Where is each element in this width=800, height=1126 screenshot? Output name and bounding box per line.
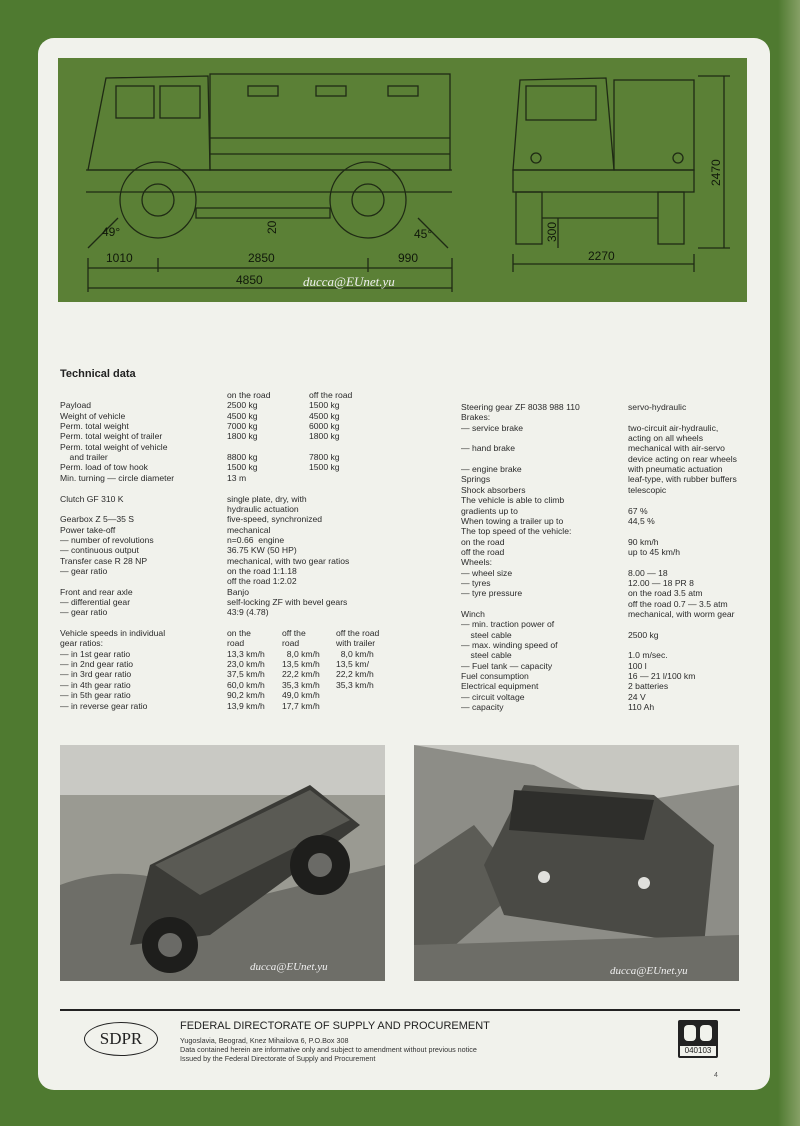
page-edge	[778, 0, 800, 1126]
left-spec-v1: 23,0 km/h	[227, 659, 265, 670]
badge-icon	[678, 1022, 718, 1048]
front-wheel	[120, 162, 196, 238]
left-spec-label: Min. turning — circle diameter	[60, 472, 175, 483]
dim-front-overhang: 1010	[106, 251, 133, 265]
left-spec-v1: single plate, dry, with	[227, 493, 307, 504]
sdpr-logo: SDPR	[84, 1022, 158, 1056]
disclaimer-line: Data contained herein are informative only and subject to amendment without previous notice	[180, 1045, 477, 1054]
right-spec-label: When towing a trailer up to	[461, 515, 564, 526]
right-spec-label: — circuit voltage	[461, 691, 525, 702]
left-spec-v2: 8,0 km/h	[282, 648, 320, 659]
right-spec-value: 24 V	[628, 691, 646, 702]
front-right-tyre	[658, 192, 684, 244]
left-spec-label: Perm. total weight	[60, 421, 129, 432]
left-spec-v1: 60,0 km/h	[227, 679, 265, 690]
dim-width: 2270	[588, 249, 615, 263]
left-spec-v2: 49,0 km/h	[282, 690, 320, 701]
left-spec-v3: off the road	[336, 628, 380, 639]
left-spec-v1: Banjo	[227, 586, 249, 597]
left-spec-label: — in 2nd gear ratio	[60, 659, 134, 670]
left-spec-label: Perm. total weight of trailer	[60, 431, 163, 442]
right-spec-value: 8.00 — 18	[628, 567, 668, 578]
left-spec-v3: 8,0 km/h	[336, 648, 374, 659]
left-spec-label: Clutch GF 310 K	[60, 493, 124, 504]
right-spec-value: two-circuit air-hydraulic,	[628, 422, 719, 433]
left-spec-label: gear ratios:	[60, 638, 103, 649]
dim-total-length: 4850	[236, 273, 263, 287]
left-spec-v1: off the road 1:2.02	[227, 576, 297, 587]
right-spec-value: mechanical, with worm gear	[628, 609, 735, 619]
left-spec-label: — continuous output	[60, 545, 139, 556]
watermark-photo-left: ducca@EUnet.yu	[250, 961, 328, 973]
right-spec-value: mechanical with air-servo	[628, 443, 725, 454]
right-spec-label: Fuel consumption	[461, 671, 529, 682]
front-cab-outline	[513, 78, 614, 170]
right-spec-label: steel cable	[461, 629, 512, 640]
left-spec-v1: 43:9 (4.78)	[227, 607, 269, 618]
address-line: Yugoslavia, Beograd, Knez Mihailova 6, P.O.Box 308	[180, 1036, 349, 1045]
left-spec-v2: 35,3 km/h	[282, 679, 320, 690]
left-spec-v3: 13,5 km/	[336, 659, 369, 670]
left-spec-v1: mechanical	[227, 524, 271, 535]
left-spec-v1: 8800 kg	[227, 452, 258, 463]
left-spec-v1: 13,3 km/h	[227, 648, 265, 659]
angle-departure: 45°	[414, 227, 433, 241]
left-spec-v1: 1800 kg	[227, 431, 258, 442]
right-spec-label: The vehicle is able to climb	[461, 495, 565, 506]
watermark-drawing: ducca@EUnet.yu	[303, 274, 395, 289]
angle-approach: 49°	[102, 225, 121, 239]
left-spec-v3: 35,3 km/h	[336, 679, 374, 690]
right-spec-label: Electrical equipment	[461, 681, 539, 692]
front-tarp-outline	[614, 80, 694, 170]
left-spec-v1: 1500 kg	[227, 462, 258, 473]
left-spec-v2: off the	[282, 628, 306, 639]
truck-photo-climbing	[60, 745, 385, 981]
left-spec-v1: 4500 kg	[227, 410, 258, 421]
right-spec-label: — capacity	[461, 702, 504, 713]
right-spec-value: telescopic	[628, 484, 667, 495]
left-spec-v1: on the road 1:1.18	[227, 565, 297, 576]
left-spec-v2: 7800 kg	[309, 452, 340, 463]
organization-name: FEDERAL DIRECTORATE OF SUPPLY AND PROCUREMENT	[180, 1020, 490, 1032]
right-spec-label: — min. traction power of	[461, 619, 555, 630]
right-spec-value: 67 %	[628, 505, 648, 516]
right-spec-label: The top speed of the vehicle:	[461, 526, 572, 537]
right-spec-value: on the road 3.5 atm	[628, 588, 703, 599]
left-spec-v1: 13 m	[227, 472, 247, 483]
right-spec-label: Steering gear ZF 8038 988 110	[461, 402, 580, 412]
truck-dimension-drawing	[58, 58, 747, 302]
right-spec-label: — tyres	[461, 577, 491, 588]
right-spec-label: — engine brake	[461, 464, 522, 475]
right-spec-value: off the road 0.7 — 3.5 atm	[628, 598, 728, 609]
right-spec-value: 2 batteries	[628, 681, 669, 692]
left-spec-v1: self-locking ZF with bevel gears	[227, 597, 348, 607]
left-spec-label: — gear ratio	[60, 565, 108, 576]
left-spec-v1: on the road	[227, 390, 271, 400]
technical-data-title: Technical data	[60, 368, 136, 380]
right-spec-value: up to 45 km/h	[628, 546, 681, 557]
truck-photo-front	[414, 745, 739, 981]
left-spec-v1: 2500 kg	[227, 400, 258, 411]
right-spec-value: leaf-type, with rubber buffers	[628, 474, 737, 485]
right-spec-label: steel cable	[461, 650, 512, 661]
right-spec-value: 90 km/h	[628, 536, 659, 547]
right-spec-value: 16 — 21 l/100 km	[628, 671, 696, 682]
left-spec-label: Transfer case R 28 NP	[60, 555, 148, 566]
left-spec-v2: 22,2 km/h	[282, 669, 320, 680]
right-spec-label: Winch	[461, 609, 485, 619]
left-spec-label: Perm. total weight of vehicle	[60, 441, 168, 452]
left-spec-label: — in 4th gear ratio	[60, 679, 131, 690]
left-spec-label: — in 1st gear ratio	[60, 648, 131, 659]
left-spec-label: — in reverse gear ratio	[60, 700, 148, 711]
left-spec-label: Payload	[60, 400, 92, 411]
cargo-tarp-outline	[210, 74, 450, 170]
left-spec-label: — gear ratio	[60, 607, 108, 618]
left-spec-label: and trailer	[60, 452, 108, 463]
rear-wheel	[330, 162, 406, 238]
right-spec-value: 1.0 m/sec.	[628, 650, 668, 661]
dim-front-clearance: 300	[545, 221, 559, 242]
left-spec-label: Perm. load of tow hook	[60, 462, 148, 473]
page-mark: 4	[714, 1072, 718, 1079]
right-spec-value: servo-hydraulic	[628, 402, 687, 412]
left-spec-v2: 17,7 km/h	[282, 700, 320, 711]
right-spec-value: 44,5 %	[628, 515, 655, 526]
left-spec-v2: 1800 kg	[309, 431, 340, 442]
right-spec-label: on the road	[461, 536, 505, 547]
cab-outline	[88, 76, 210, 170]
left-spec-v2: 1500 kg	[309, 400, 340, 411]
right-spec-label: Shock absorbers	[461, 484, 526, 495]
left-spec-v2: 6000 kg	[309, 421, 340, 432]
right-spec-label: — Fuel tank — capacity	[461, 660, 553, 671]
left-spec-v1: hydraulic actuation	[227, 503, 299, 514]
right-spec-label: Springs	[461, 474, 491, 485]
left-spec-label: Vehicle speeds in individual	[60, 628, 166, 639]
left-spec-label: — differential gear	[60, 597, 131, 607]
issued-line: Issued by the Federal Directorate of Supply and Procurement	[180, 1054, 376, 1063]
left-spec-v2: 1500 kg	[309, 462, 340, 473]
left-spec-v3: 22,2 km/h	[336, 669, 374, 680]
left-spec-v1: 7000 kg	[227, 421, 258, 432]
right-spec-label: — hand brake	[461, 443, 515, 454]
left-spec-label: Weight of vehicle	[60, 410, 126, 421]
right-spec-label: — wheel size	[461, 567, 513, 578]
right-spec-value: device acting on rear wheels	[628, 453, 737, 464]
right-spec-label: — service brake	[461, 422, 524, 433]
right-spec-label: Wheels:	[461, 557, 493, 568]
left-spec-v1: five-speed, synchronized	[227, 514, 323, 525]
right-spec-value: 2500 kg	[628, 629, 659, 640]
technical-drawing-panel	[58, 58, 747, 302]
document-number: 040103	[680, 1046, 716, 1056]
right-spec-label: — tyre pressure	[461, 588, 523, 599]
right-spec-value: with pneumatic actuation	[628, 464, 723, 475]
left-spec-v1: mechanical, with two gear ratios	[227, 555, 350, 566]
left-spec-v2: 4500 kg	[309, 410, 340, 421]
right-spec-value: 110 Ah	[628, 702, 655, 713]
left-spec-v2: 13,5 km/h	[282, 659, 320, 670]
left-spec-v1: n=0.66 engine	[227, 534, 285, 545]
document-badge	[678, 1020, 718, 1058]
dim-wheelbase: 2850	[248, 251, 275, 265]
right-spec-label: off the road	[461, 546, 505, 557]
right-spec-value: 100 l	[628, 660, 647, 671]
left-spec-label: Power take-off	[60, 524, 116, 535]
front-left-tyre	[516, 192, 542, 244]
right-spec-label: Brakes:	[461, 412, 491, 423]
left-spec-label: — in 3rd gear ratio	[60, 669, 132, 680]
dim-height: 2470	[709, 159, 723, 186]
left-spec-v1: road	[227, 638, 245, 649]
left-spec-v2: off the road	[309, 390, 353, 400]
right-spec-label: — max. winding speed of	[461, 640, 558, 651]
left-spec-v1: 13,9 km/h	[227, 700, 265, 711]
dim-ground-clearance: 20	[265, 220, 279, 234]
left-spec-label: Front and rear axle	[60, 586, 133, 597]
left-spec-v2: road	[282, 638, 300, 649]
watermark-photo-right: ducca@EUnet.yu	[610, 965, 688, 977]
dim-rear-overhang: 990	[398, 251, 419, 265]
left-spec-v3: with trailer	[336, 638, 376, 649]
left-spec-v1: 36.75 KW (50 HP)	[227, 545, 297, 556]
right-spec-value: 12.00 — 18 PR 8	[628, 577, 694, 588]
right-spec-label: gradients up to	[461, 505, 518, 516]
right-spec-value: acting on all wheels	[628, 433, 704, 444]
left-spec-v1: 37,5 km/h	[227, 669, 265, 680]
left-spec-label: — in 5th gear ratio	[60, 690, 131, 701]
left-spec-label: — number of revolutions	[60, 534, 154, 545]
left-spec-v1: on the	[227, 628, 251, 639]
left-spec-label: Gearbox Z 5—35 S	[60, 514, 135, 525]
footer-divider	[60, 1009, 740, 1011]
left-spec-v1: 90,2 km/h	[227, 690, 265, 701]
